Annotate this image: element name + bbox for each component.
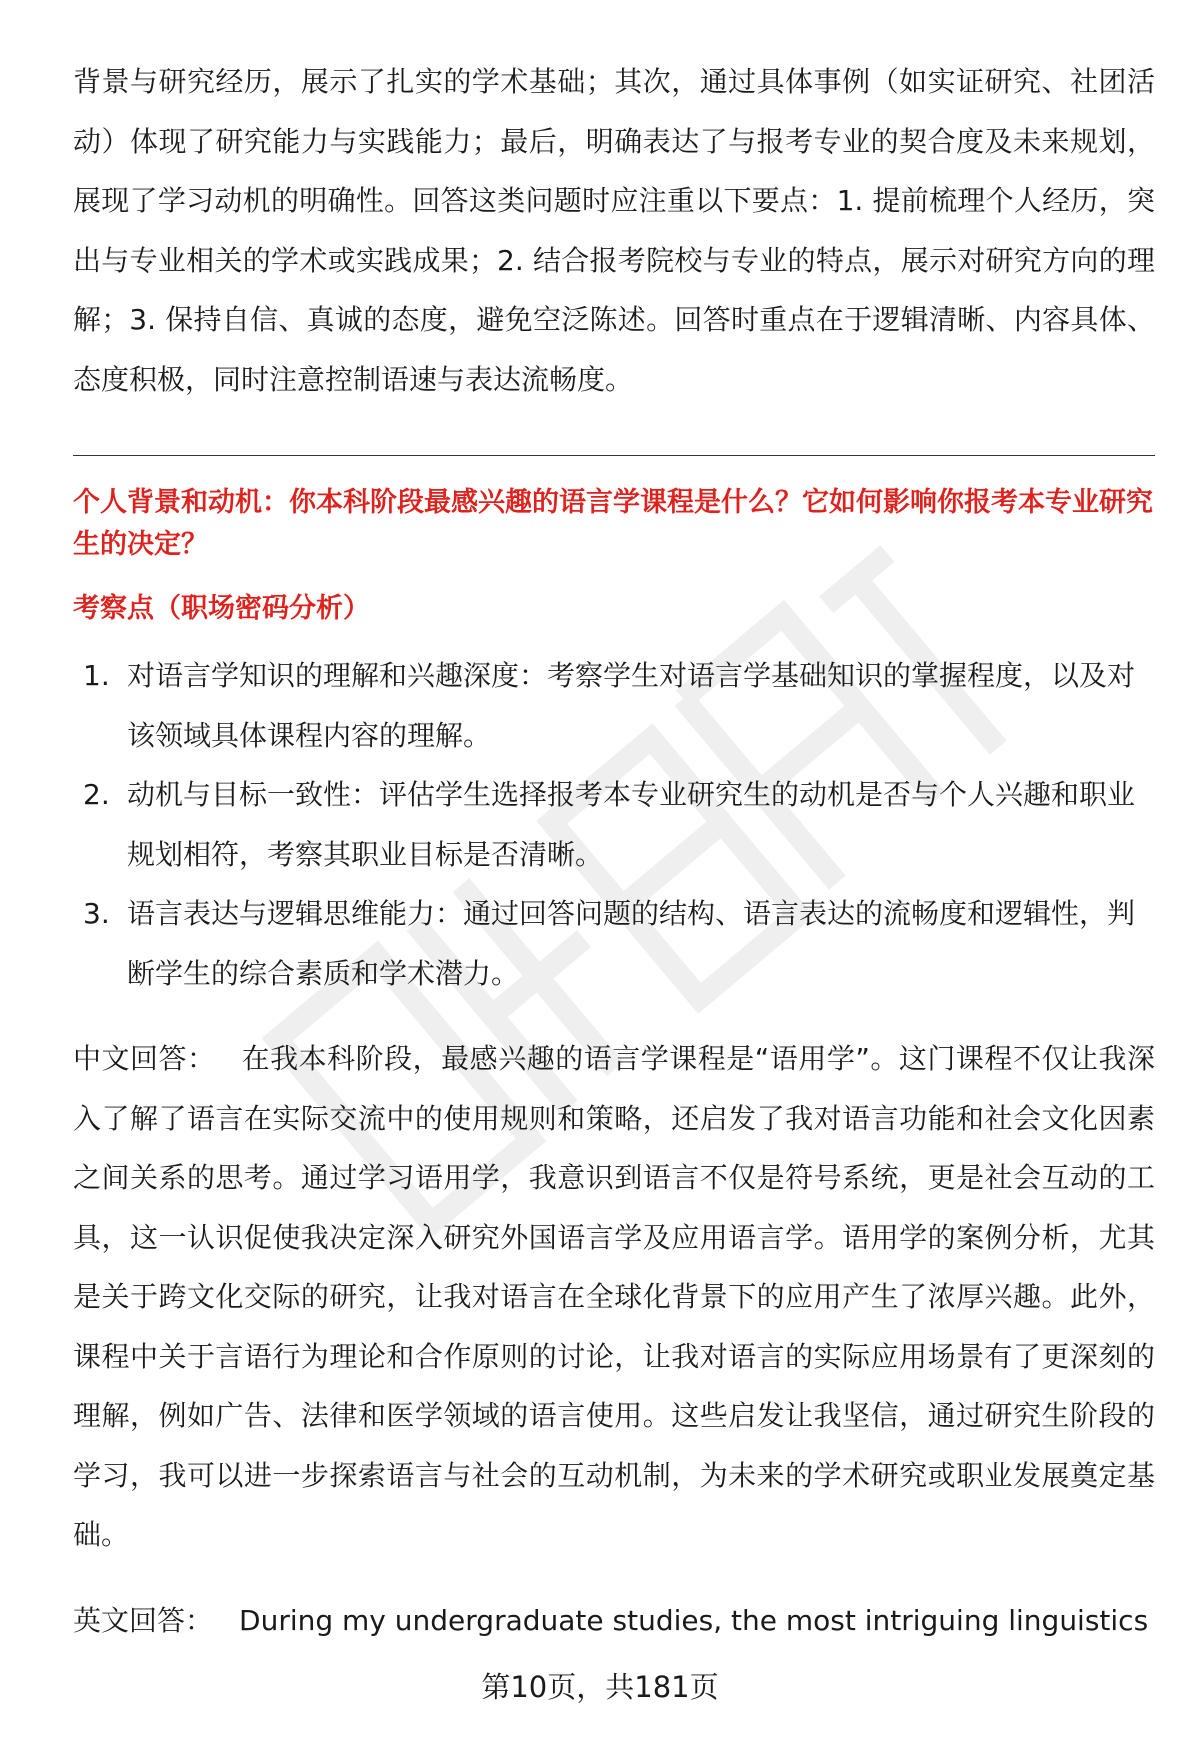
list-item-number: 1. (83, 659, 110, 692)
list-item (73, 646, 1155, 765)
list-item-text: 动机与目标一致性：评估学生选择报考本专业研究生的动机是否与个人兴趣和职业规划相符，考察其职业目标是否清晰。 (127, 778, 1136, 871)
list-item (73, 884, 1155, 1003)
english-answer-paragraph (73, 1591, 1155, 1651)
chinese-answer-paragraph (73, 1029, 1155, 1565)
section-divider (73, 455, 1155, 456)
list-item-text: 对语言学知识的理解和兴趣深度：考察学生对语言学基础知识的掌握程度，以及对该领域具体课程内容的理解。 (127, 659, 1136, 752)
list-item-text: 语言表达与逻辑思维能力：通过回答问题的结构、语言表达的流畅度和逻辑性，判断学生的综合素质和学术潜力。 (127, 897, 1136, 990)
exam-points-list (73, 646, 1155, 1003)
english-answer-label: 英文回答： (73, 1603, 214, 1637)
chinese-answer-label: 中文回答： (73, 1042, 216, 1075)
english-answer-text: During my undergraduate studies, the most intriguing linguistics (239, 1603, 1149, 1637)
list-item (73, 765, 1155, 884)
list-item-number: 2. (83, 778, 110, 811)
document-page (73, 52, 1155, 1650)
chinese-answer-text: 在我本科阶段，最感兴趣的语言学课程是“语用学”。这门课程不仅让我深入了解了语言在实际交流中的使用规则和策略，还启发了我对语言功能和社会文化因素之间关系的思考。通过学习语用学，我意识到语言不仅是符号系统，更是社会互动的工具，这一认识促使我决定深入研究外国语言学及应用语言学。语用学的案例分析，尤其是关于跨文化交际的研究，让我对语言在全球化背景下的应用产生了浓厚兴趣。此外，课程中关于言语行为理论和合作原则的讨论，让我对语言的实际应用场景有了更深刻的理解，例如广告、法律和医学领域的语言使用。这些启发让我坚信，通过研究生阶段的学习，我可以进一步探索语言与社会的互动机制，为未来的学术研究或职业发展奠定基础。 (73, 1042, 1155, 1551)
exam-points-heading: 考察点（职场密码分析） (73, 593, 370, 624)
intro-paragraph: 背景与研究经历，展示了扎实的学术基础；其次，通过具体事例（如实证研究、社团活动）体现了研究能力与实践能力；最后，明确表达了与报考专业的契合度及未来规划，展现了学习动机的明确性。回答这类问题时应注重以下要点：1. 提前梳理个人经历，突出与专业相关的学术或实践成果；2. 结合报考院校与专业的特点，展示对研究方向的理解；3. 保持自信、真诚的态度，避免空泛陈述。回答时重点在于逻辑清晰、内容具体、态度积极，同时注意控制语速与表达流畅度。 (73, 65, 1155, 396)
page-number-footer: 第10页，共181页 (481, 1670, 719, 1704)
list-item-number: 3. (83, 897, 110, 930)
question-heading: 个人背景和动机：你本科阶段最感兴趣的语言学课程是什么？它如何影响你报考本专业研究生的决定？ (73, 487, 1153, 560)
